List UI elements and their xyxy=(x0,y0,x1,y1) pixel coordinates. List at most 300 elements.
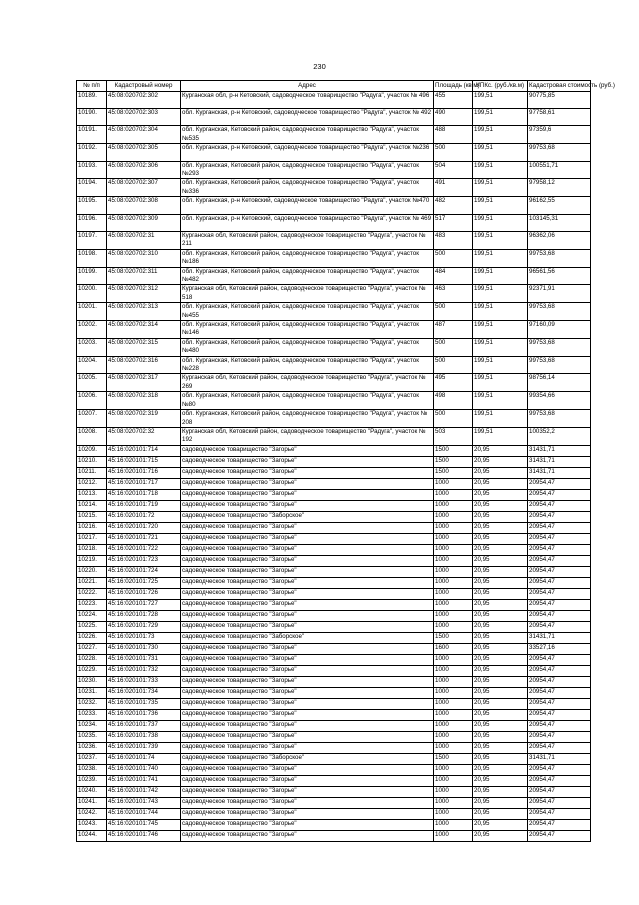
cell-area: 1000 xyxy=(434,489,473,500)
cell-area: 1000 xyxy=(434,478,473,489)
cell-cadastral-value: 96362,06 xyxy=(528,231,591,249)
cell-address: садоводческое товарищество "Загорье" xyxy=(181,555,434,566)
cell-address: садоводческое товарищество "Загорье" xyxy=(181,687,434,698)
cell-address: садоводческое товарищество "Загорье" xyxy=(181,731,434,742)
cell-cadastral-value: 20954,47 xyxy=(528,775,591,786)
cell-cadastral-number: 45:08:020702:316 xyxy=(107,356,181,374)
cell-row-number: 10228. xyxy=(77,654,107,665)
table-row xyxy=(77,478,591,489)
table-row xyxy=(77,374,591,392)
cell-address: садоводческое товарищество "Загорье" xyxy=(181,676,434,687)
cell-cadastral-number: 45:08:020702:307 xyxy=(107,179,181,197)
cell-upks: 199,51 xyxy=(473,338,528,356)
cell-upks: 20,95 xyxy=(473,511,528,522)
cell-row-number: 10241. xyxy=(77,797,107,808)
table-row xyxy=(77,108,591,125)
cell-cadastral-number: 45:16:020101:724 xyxy=(107,566,181,577)
cell-cadastral-value: 20954,47 xyxy=(528,555,591,566)
cell-upks: 20,95 xyxy=(473,764,528,775)
cell-address: обл. Курганская, Кетовский район, садоводческое товарищество "Радуга", участок №228 xyxy=(181,356,434,374)
header-cadastral-number: Кадастровый номер xyxy=(107,81,181,92)
cell-area: 1000 xyxy=(434,687,473,698)
cell-cadastral-number: 45:16:020101:721 xyxy=(107,533,181,544)
cell-upks: 199,51 xyxy=(473,126,528,144)
cell-address: обл. Курганская, Кетовский район, садоводческое товарищество "Радуга", участок №535 xyxy=(181,126,434,144)
cell-area: 1000 xyxy=(434,808,473,819)
cell-cadastral-number: 45:16:020101:720 xyxy=(107,522,181,533)
cell-row-number: 10212. xyxy=(77,478,107,489)
cell-cadastral-value: 20954,47 xyxy=(528,786,591,797)
cell-address: садоводческое товарищество "Загорье" xyxy=(181,742,434,753)
table-row xyxy=(77,687,591,698)
cell-address: садоводческое товарищество "Загорье" xyxy=(181,489,434,500)
cell-cadastral-value: 97958,12 xyxy=(528,179,591,197)
table-row xyxy=(77,144,591,161)
cell-area: 1000 xyxy=(434,588,473,599)
cell-row-number: 10233. xyxy=(77,709,107,720)
cell-area: 500 xyxy=(434,410,473,428)
cell-upks: 20,95 xyxy=(473,544,528,555)
cell-area: 1000 xyxy=(434,742,473,753)
cell-cadastral-number: 45:16:020101:718 xyxy=(107,489,181,500)
cell-row-number: 10221. xyxy=(77,577,107,588)
cell-row-number: 10189. xyxy=(77,91,107,108)
cell-cadastral-value: 20954,47 xyxy=(528,720,591,731)
table-row xyxy=(77,544,591,555)
cell-area: 500 xyxy=(434,303,473,321)
cell-area: 1000 xyxy=(434,610,473,621)
cell-upks: 20,95 xyxy=(473,643,528,654)
cell-area: 504 xyxy=(434,161,473,179)
table-row xyxy=(77,764,591,775)
cell-address: садоводческое товарищество "Заборское" xyxy=(181,511,434,522)
cell-address: садоводческое товарищество "Загорье" xyxy=(181,610,434,621)
cell-area: 500 xyxy=(434,356,473,374)
cell-cadastral-value: 20954,47 xyxy=(528,797,591,808)
cell-cadastral-value: 96162,55 xyxy=(528,197,591,214)
table-row xyxy=(77,643,591,654)
cell-upks: 20,95 xyxy=(473,621,528,632)
cell-upks: 20,95 xyxy=(473,698,528,709)
table-row xyxy=(77,267,591,285)
cell-cadastral-number: 45:08:020702:315 xyxy=(107,338,181,356)
cell-address: садоводческое товарищество "Загорье" xyxy=(181,797,434,808)
cell-upks: 199,51 xyxy=(473,267,528,285)
table-row xyxy=(77,665,591,676)
cell-upks: 20,95 xyxy=(473,808,528,819)
cell-area: 1000 xyxy=(434,544,473,555)
cell-cadastral-number: 45:16:020101:715 xyxy=(107,456,181,467)
cell-cadastral-number: 45:16:020101:737 xyxy=(107,720,181,731)
table-row xyxy=(77,775,591,786)
cell-address: обл. Курганская, Кетовский район, садоводческое товарищество "Радуга", участок №455 xyxy=(181,303,434,321)
cell-address: садоводческое товарищество "Загорье" xyxy=(181,819,434,830)
cell-address: Курганская обл, Кетовский район, садоводческое товарищество "Радуга", участок № 211 xyxy=(181,231,434,249)
cell-cadastral-number: 45:16:020101:729 xyxy=(107,621,181,632)
cell-address: садоводческое товарищество "Загорье" xyxy=(181,654,434,665)
cell-address: садоводческое товарищество "Загорье" xyxy=(181,544,434,555)
cell-cadastral-value: 99753,68 xyxy=(528,410,591,428)
cell-upks: 20,95 xyxy=(473,654,528,665)
cell-area: 500 xyxy=(434,249,473,267)
cell-row-number: 10213. xyxy=(77,489,107,500)
cell-row-number: 10218. xyxy=(77,544,107,555)
table-row xyxy=(77,285,591,303)
cell-upks: 20,95 xyxy=(473,632,528,643)
cell-row-number: 10235. xyxy=(77,731,107,742)
cell-cadastral-number: 45:16:020101:717 xyxy=(107,478,181,489)
cell-area: 1000 xyxy=(434,654,473,665)
cell-upks: 199,51 xyxy=(473,231,528,249)
cell-cadastral-value: 20954,47 xyxy=(528,621,591,632)
table-row xyxy=(77,392,591,410)
cell-cadastral-value: 20954,47 xyxy=(528,687,591,698)
cell-row-number: 10217. xyxy=(77,533,107,544)
cell-area: 517 xyxy=(434,214,473,231)
table-row xyxy=(77,356,591,374)
cell-cadastral-number: 45:16:020101:728 xyxy=(107,610,181,621)
cell-upks: 20,95 xyxy=(473,445,528,456)
cell-upks: 20,95 xyxy=(473,786,528,797)
cell-row-number: 10209. xyxy=(77,445,107,456)
table-row xyxy=(77,808,591,819)
cell-area: 488 xyxy=(434,126,473,144)
cell-upks: 20,95 xyxy=(473,731,528,742)
cell-area: 1500 xyxy=(434,456,473,467)
cell-cadastral-number: 45:16:020101:738 xyxy=(107,731,181,742)
cell-address: садоводческое товарищество "Загорье" xyxy=(181,577,434,588)
cell-row-number: 10194. xyxy=(77,179,107,197)
table-row xyxy=(77,338,591,356)
cell-cadastral-number: 45:08:020702:310 xyxy=(107,249,181,267)
cell-cadastral-value: 20954,47 xyxy=(528,830,591,841)
table-row xyxy=(77,197,591,214)
header-row-number: № п/п xyxy=(77,81,107,92)
cell-area: 498 xyxy=(434,392,473,410)
cell-row-number: 10244. xyxy=(77,830,107,841)
cell-upks: 199,51 xyxy=(473,321,528,339)
cell-area: 483 xyxy=(434,231,473,249)
header-cadastral-value: Кадастровая стоимость (руб.) xyxy=(528,81,591,92)
cell-address: обл. Курганская, Кетовский район, садоводческое товарищество "Радуга", участок № 208 xyxy=(181,410,434,428)
cell-upks: 199,51 xyxy=(473,249,528,267)
cell-cadastral-number: 45:16:020101:714 xyxy=(107,445,181,456)
cell-cadastral-number: 45:16:020101:725 xyxy=(107,577,181,588)
cell-row-number: 10223. xyxy=(77,599,107,610)
cell-area: 1000 xyxy=(434,665,473,676)
cell-area: 455 xyxy=(434,91,473,108)
cell-address: обл. Курганская, Кетовский район, садоводческое товарищество "Радуга", участок №186 xyxy=(181,249,434,267)
table-row xyxy=(77,555,591,566)
cell-upks: 199,51 xyxy=(473,410,528,428)
cell-address: обл. Курганская, Кетовский район, садоводческое товарищество "Радуга", участок №80 xyxy=(181,392,434,410)
cell-area: 1000 xyxy=(434,621,473,632)
cell-upks: 199,51 xyxy=(473,427,528,445)
cell-row-number: 10206. xyxy=(77,392,107,410)
cell-row-number: 10224. xyxy=(77,610,107,621)
cell-area: 482 xyxy=(434,197,473,214)
cell-upks: 20,95 xyxy=(473,775,528,786)
cell-cadastral-value: 90775,85 xyxy=(528,91,591,108)
cell-area: 1000 xyxy=(434,500,473,511)
cell-cadastral-number: 45:16:020101:733 xyxy=(107,676,181,687)
cell-cadastral-value: 99753,68 xyxy=(528,338,591,356)
cell-cadastral-value: 31431,71 xyxy=(528,456,591,467)
cell-cadastral-value: 98756,14 xyxy=(528,374,591,392)
cell-row-number: 10200. xyxy=(77,285,107,303)
cell-area: 1500 xyxy=(434,467,473,478)
cell-cadastral-number: 45:08:020702:32 xyxy=(107,427,181,445)
cell-cadastral-value: 99753,68 xyxy=(528,144,591,161)
cell-cadastral-number: 45:16:020101:730 xyxy=(107,643,181,654)
cell-area: 1000 xyxy=(434,709,473,720)
cell-area: 487 xyxy=(434,321,473,339)
cell-upks: 20,95 xyxy=(473,676,528,687)
cell-address: садоводческое товарищество "Загорье" xyxy=(181,775,434,786)
cell-row-number: 10199. xyxy=(77,267,107,285)
cell-address: садоводческое товарищество "Заборское" xyxy=(181,753,434,764)
cell-row-number: 10196. xyxy=(77,214,107,231)
cell-upks: 20,95 xyxy=(473,610,528,621)
cell-cadastral-number: 45:08:020702:304 xyxy=(107,126,181,144)
cell-upks: 20,95 xyxy=(473,819,528,830)
table-row xyxy=(77,231,591,249)
cell-area: 1000 xyxy=(434,698,473,709)
table-row xyxy=(77,303,591,321)
cell-row-number: 10230. xyxy=(77,676,107,687)
cell-cadastral-number: 45:16:020101:736 xyxy=(107,709,181,720)
cell-upks: 20,95 xyxy=(473,489,528,500)
cell-row-number: 10205. xyxy=(77,374,107,392)
cell-upks: 199,51 xyxy=(473,374,528,392)
table-row xyxy=(77,720,591,731)
cell-cadastral-number: 45:16:020101:723 xyxy=(107,555,181,566)
cell-row-number: 10225. xyxy=(77,621,107,632)
cell-address: садоводческое товарищество "Загорье" xyxy=(181,456,434,467)
cell-area: 1000 xyxy=(434,676,473,687)
cell-row-number: 10222. xyxy=(77,588,107,599)
cell-cadastral-number: 45:16:020101:745 xyxy=(107,819,181,830)
table-row xyxy=(77,709,591,720)
cell-row-number: 10203. xyxy=(77,338,107,356)
page-number: 230 xyxy=(313,62,326,71)
cell-cadastral-value: 20954,47 xyxy=(528,808,591,819)
cell-cadastral-number: 45:16:020101:727 xyxy=(107,599,181,610)
cell-upks: 20,95 xyxy=(473,566,528,577)
cell-cadastral-value: 20954,47 xyxy=(528,709,591,720)
cell-upks: 20,95 xyxy=(473,456,528,467)
cell-row-number: 10240. xyxy=(77,786,107,797)
cell-row-number: 10227. xyxy=(77,643,107,654)
cell-upks: 199,51 xyxy=(473,144,528,161)
cell-row-number: 10216. xyxy=(77,522,107,533)
cell-address: обл. Курганская, Кетовский район, садоводческое товарищество "Радуга", участок №293 xyxy=(181,161,434,179)
cell-row-number: 10202. xyxy=(77,321,107,339)
cell-address: Курганская обл, Кетовский район, садоводческое товарищество "Радуга", участок № 518 xyxy=(181,285,434,303)
cell-address: обл. Курганская, р-н Кетовский, садоводческое товарищество "Радуга", участок №470 xyxy=(181,197,434,214)
table-body xyxy=(77,91,591,841)
cell-address: садоводческое товарищество "Загорье" xyxy=(181,588,434,599)
cell-area: 1000 xyxy=(434,577,473,588)
cell-cadastral-number: 45:16:020101:743 xyxy=(107,797,181,808)
cell-cadastral-number: 45:16:020101:741 xyxy=(107,775,181,786)
cell-cadastral-value: 20954,47 xyxy=(528,610,591,621)
cell-cadastral-number: 45:16:020101:722 xyxy=(107,544,181,555)
cell-upks: 20,95 xyxy=(473,665,528,676)
cell-cadastral-number: 45:16:020101:732 xyxy=(107,665,181,676)
table-row xyxy=(77,797,591,808)
cell-cadastral-number: 45:08:020702:308 xyxy=(107,197,181,214)
table-row xyxy=(77,610,591,621)
cell-upks: 20,95 xyxy=(473,709,528,720)
cell-address: садоводческое товарищество "Загорье" xyxy=(181,830,434,841)
cell-cadastral-value: 20954,47 xyxy=(528,533,591,544)
table-row xyxy=(77,654,591,665)
cell-cadastral-value: 99354,66 xyxy=(528,392,591,410)
cell-row-number: 10208. xyxy=(77,427,107,445)
cell-address: обл. Курганская, Кетовский район, садоводческое товарищество "Радуга", участок №480 xyxy=(181,338,434,356)
cell-cadastral-value: 20954,47 xyxy=(528,544,591,555)
cell-area: 484 xyxy=(434,267,473,285)
cell-cadastral-number: 45:16:020101:726 xyxy=(107,588,181,599)
cell-area: 1500 xyxy=(434,445,473,456)
table-row xyxy=(77,179,591,197)
cell-cadastral-number: 45:08:020702:318 xyxy=(107,392,181,410)
cell-area: 491 xyxy=(434,179,473,197)
cell-cadastral-number: 45:16:020101:74 xyxy=(107,753,181,764)
table-row xyxy=(77,522,591,533)
cell-cadastral-number: 45:08:020702:31 xyxy=(107,231,181,249)
cell-cadastral-number: 45:08:020702:319 xyxy=(107,410,181,428)
cell-upks: 20,95 xyxy=(473,588,528,599)
table-row xyxy=(77,731,591,742)
cell-cadastral-value: 96561,56 xyxy=(528,267,591,285)
cell-cadastral-number: 45:08:020702:313 xyxy=(107,303,181,321)
cell-area: 1600 xyxy=(434,643,473,654)
table-row xyxy=(77,632,591,643)
cell-cadastral-value: 20954,47 xyxy=(528,588,591,599)
cell-cadastral-number: 45:16:020101:734 xyxy=(107,687,181,698)
table-row xyxy=(77,566,591,577)
cell-cadastral-value: 20954,47 xyxy=(528,522,591,533)
cell-area: 1000 xyxy=(434,555,473,566)
table-row xyxy=(77,427,591,445)
cell-cadastral-number: 45:08:020702:305 xyxy=(107,144,181,161)
cell-row-number: 10214. xyxy=(77,500,107,511)
cell-cadastral-value: 99753,68 xyxy=(528,356,591,374)
cell-row-number: 10239. xyxy=(77,775,107,786)
table-row xyxy=(77,698,591,709)
table-row xyxy=(77,91,591,108)
cell-row-number: 10238. xyxy=(77,764,107,775)
cell-upks: 20,95 xyxy=(473,797,528,808)
table-row xyxy=(77,599,591,610)
cell-cadastral-value: 20954,47 xyxy=(528,698,591,709)
cell-cadastral-value: 31431,71 xyxy=(528,753,591,764)
cell-address: садоводческое товарищество "Загорье" xyxy=(181,445,434,456)
table-row xyxy=(77,445,591,456)
cell-address: обл. Курганская, р-н Кетовский, садоводческое товарищество "Радуга", участок №236 xyxy=(181,144,434,161)
table-row xyxy=(77,214,591,231)
cell-area: 1500 xyxy=(434,632,473,643)
header-area: Площадь (кв.м) xyxy=(434,81,473,92)
cell-area: 1000 xyxy=(434,786,473,797)
cell-area: 1000 xyxy=(434,830,473,841)
cell-cadastral-value: 103145,31 xyxy=(528,214,591,231)
cell-address: садоводческое товарищество "Загорье" xyxy=(181,808,434,819)
cell-area: 503 xyxy=(434,427,473,445)
table-row xyxy=(77,533,591,544)
cell-address: садоводческое товарищество "Загорье" xyxy=(181,643,434,654)
cell-address: садоводческое товарищество "Загорье" xyxy=(181,709,434,720)
cell-row-number: 10197. xyxy=(77,231,107,249)
cell-row-number: 10220. xyxy=(77,566,107,577)
cell-cadastral-value: 20954,47 xyxy=(528,676,591,687)
cell-cadastral-value: 92371,91 xyxy=(528,285,591,303)
cell-cadastral-number: 45:08:020702:317 xyxy=(107,374,181,392)
cell-row-number: 10226. xyxy=(77,632,107,643)
cell-upks: 199,51 xyxy=(473,303,528,321)
cell-address: садоводческое товарищество "Загорье" xyxy=(181,720,434,731)
cell-cadastral-number: 45:16:020101:731 xyxy=(107,654,181,665)
cell-upks: 20,95 xyxy=(473,500,528,511)
cell-row-number: 10191. xyxy=(77,126,107,144)
cell-upks: 199,51 xyxy=(473,197,528,214)
cell-cadastral-value: 20954,47 xyxy=(528,500,591,511)
cell-row-number: 10198. xyxy=(77,249,107,267)
cell-cadastral-number: 45:16:020101:742 xyxy=(107,786,181,797)
cell-area: 500 xyxy=(434,144,473,161)
cell-cadastral-value: 20954,47 xyxy=(528,577,591,588)
cell-cadastral-number: 45:08:020702:303 xyxy=(107,108,181,125)
cell-row-number: 10190. xyxy=(77,108,107,125)
cell-area: 1000 xyxy=(434,720,473,731)
cell-cadastral-value: 20954,47 xyxy=(528,489,591,500)
cell-address: обл. Курганская, Кетовский район, садоводческое товарищество "Радуга", участок №146 xyxy=(181,321,434,339)
cell-area: 495 xyxy=(434,374,473,392)
cell-address: садоводческое товарищество "Загорье" xyxy=(181,698,434,709)
cell-cadastral-number: 45:16:020101:744 xyxy=(107,808,181,819)
cell-row-number: 10229. xyxy=(77,665,107,676)
cell-area: 500 xyxy=(434,338,473,356)
cell-address: Курганская обл, Кетовский район, садоводческое товарищество "Радуга", участок № 192 xyxy=(181,427,434,445)
table-row xyxy=(77,410,591,428)
cell-cadastral-number: 45:16:020101:735 xyxy=(107,698,181,709)
cell-area: 490 xyxy=(434,108,473,125)
cell-upks: 199,51 xyxy=(473,285,528,303)
cell-upks: 20,95 xyxy=(473,742,528,753)
cell-upks: 20,95 xyxy=(473,478,528,489)
cell-cadastral-value: 31431,71 xyxy=(528,467,591,478)
cell-cadastral-number: 45:16:020101:739 xyxy=(107,742,181,753)
cell-row-number: 10195. xyxy=(77,197,107,214)
cell-cadastral-number: 45:08:020702:312 xyxy=(107,285,181,303)
cell-row-number: 10237. xyxy=(77,753,107,764)
cell-cadastral-number: 45:16:020101:740 xyxy=(107,764,181,775)
cell-area: 1000 xyxy=(434,522,473,533)
cell-cadastral-value: 20954,47 xyxy=(528,566,591,577)
cell-row-number: 10204. xyxy=(77,356,107,374)
cell-area: 1000 xyxy=(434,819,473,830)
cell-address: садоводческое товарищество "Загорье" xyxy=(181,665,434,676)
table-row xyxy=(77,500,591,511)
cell-cadastral-number: 45:16:020101:72 xyxy=(107,511,181,522)
cell-row-number: 10192. xyxy=(77,144,107,161)
cell-cadastral-value: 20954,47 xyxy=(528,654,591,665)
cell-row-number: 10211. xyxy=(77,467,107,478)
cell-area: 1000 xyxy=(434,599,473,610)
table-row xyxy=(77,161,591,179)
